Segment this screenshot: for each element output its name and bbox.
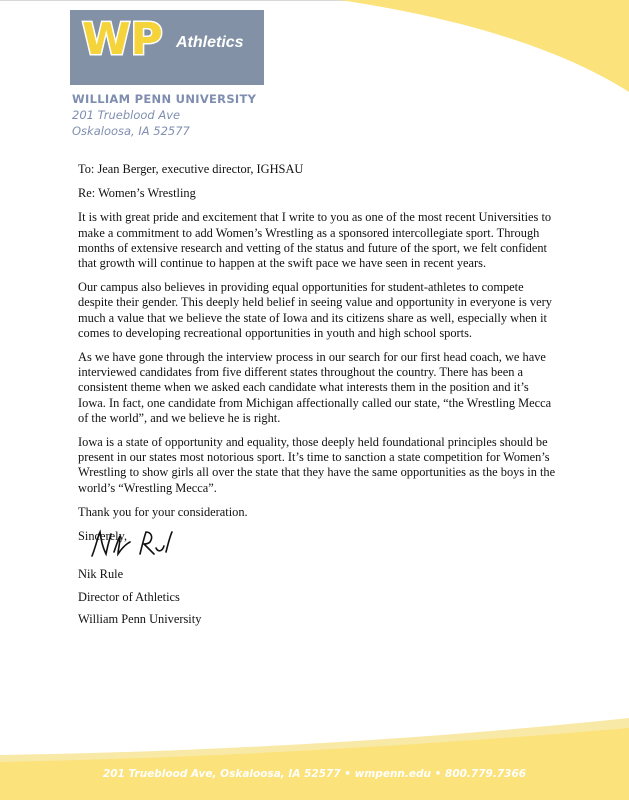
recipient-line: To: Jean Berger, executive director, IGHSAU bbox=[78, 162, 304, 176]
street-address: 201 Trueblood Ave bbox=[72, 108, 181, 122]
letterhead-address bbox=[72, 91, 256, 139]
athletics-label: Athletics bbox=[176, 34, 244, 51]
handwritten-signature bbox=[88, 526, 178, 562]
signature-block bbox=[78, 567, 201, 635]
signer-title: Director of Athletics bbox=[78, 589, 180, 604]
city-address: Oskaloosa, IA 52577 bbox=[72, 124, 190, 138]
monogram-w: WP bbox=[82, 14, 163, 65]
subject-line: Re: Women’s Wrestling bbox=[78, 186, 196, 201]
signer-organization: William Penn University bbox=[78, 612, 202, 627]
closing-line: Sincerely, bbox=[78, 529, 128, 544]
paragraph: It is with great pride and excitement that I write to you as one of the most recent Universities to make a commitment to add Women’s Wrestling as a sponsored intercollegiate sport. Through months of extensive research and vetting of the status and future of the sport, we felt confident that growth will continue to happen at the swift pace we have seen in recent years. bbox=[78, 210, 552, 271]
signer-name: Nik Rule bbox=[78, 567, 124, 581]
footer-contact: 201 Trueblood Ave, Oskaloosa, IA 52577 • wmpenn.edu • 800.779.7366 bbox=[102, 768, 527, 780]
university-name: WILLIAM PENN UNIVERSITY bbox=[72, 92, 257, 106]
wp-monogram-icon bbox=[80, 14, 172, 80]
paragraph: As we have gone through the interview process in our search for our first head coach, we have interviewed candidates from five different states throughout the country. There has been a consistent theme when we asked each candidate what interests them in the position and it’s Iowa. In fact, one candidate from Michigan affectionally called our state, “the Wrestling Mecca of the world”, and we believe he is right. bbox=[78, 350, 552, 425]
letter-body bbox=[78, 162, 558, 553]
athletics-logo bbox=[70, 10, 264, 85]
thanks-line: Thank you for your consideration. bbox=[78, 504, 248, 519]
paragraph: Iowa is a state of opportunity and equality, those deeply held foundational principles should be present in our states most notorious sport. It’s time to sanction a state competition for Women’s Wrestling to show girls all over the state that they have the same opportunities as the boys in the world’s “Wrestling Mecca”. bbox=[78, 435, 556, 495]
paragraph: Our campus also believes in providing equal opportunities for student-athletes to compete despite their gender. This deeply held belief in seeing value and opportunity in everyone is very much a value that we believe the state of Iowa and its citizens share as well, especially when it comes to developing recreational opportunities in youth and high school sports. bbox=[78, 280, 552, 340]
